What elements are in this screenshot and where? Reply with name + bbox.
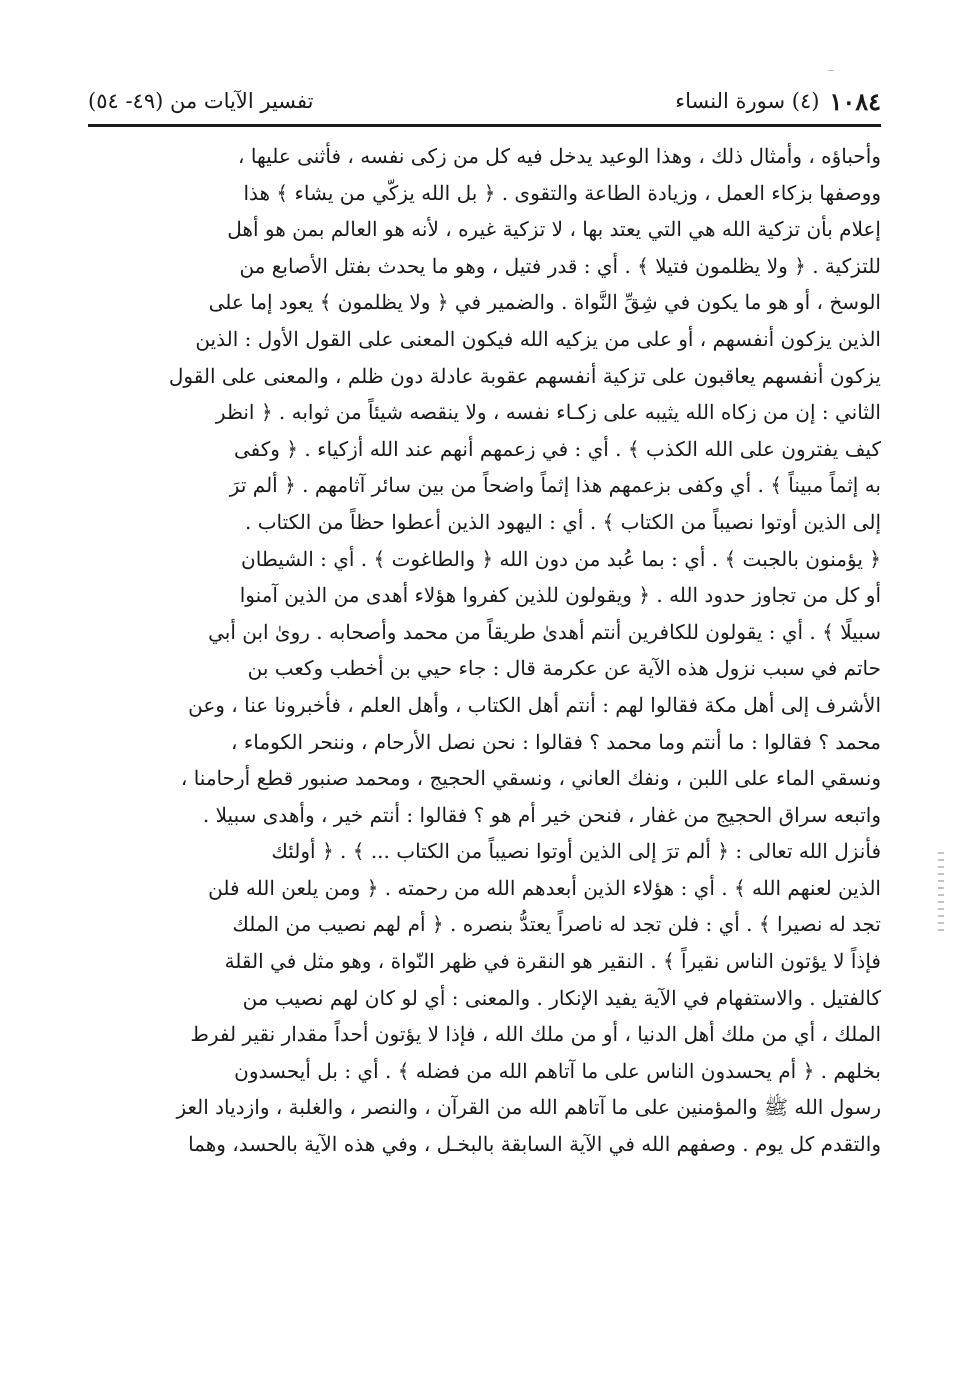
text-line: بخلهم . ﴿ أم يحسدون الناس على ما آتاهم الله من فضله ﴾ . أي : بل أيحسدون: [234, 1058, 881, 1083]
text-line: يزكون أنفسهم يعاقبون على تزكية أنفسهم عقوبة عادلة دون ظلم ، والمعنى على القول: [168, 363, 881, 388]
text-line: الذين يزكون أنفسهم ، أو على من يزكيه الله فيكون المعنى على القول الأول : الذين: [195, 326, 881, 351]
text-line: كالفتيل . والاستفهام في الآية يفيد الإنكار . والمعنى : أي لو كان لهم نصيب من: [242, 985, 881, 1010]
page-header: [88, 82, 881, 120]
page-number: ١٠٨٤: [829, 86, 881, 116]
text-line: ﴿ يؤمنون بالجبت ﴾ . أي : بما عُبد من دون الله ﴿ والطاغوت ﴾ . أي : الشيطان: [241, 546, 881, 571]
text-line: رسول الله ﷺ والمؤمنين على ما آتاهم الله من القرآن ، والنصر ، والغلبة ، وازدياد العز: [176, 1095, 881, 1120]
text-line: إعلام بأن تزكية الله هي التي يعتد بها ، لا تزكية غيره ، لأنه هو العالم بمن هو أهل: [227, 217, 881, 242]
text-line: كيف يفترون على الله الكذب ﴾ . أي : في زعمهم أنهم عند الله أزكياء . ﴿ وكفى: [233, 436, 881, 461]
text-line: للتزكية . ﴿ ولا يظلمون فتيلا ﴾ . أي : قدر فتيل ، وهو ما يحدث بفتل الأصابع من: [239, 253, 881, 278]
header-right: [675, 87, 881, 116]
text-line: الثاني : إن من زكاه الله يثيبه على زكـاء نفسه ، ولا ينقصه شيئاً من ثوابه . ﴿ انظر: [215, 400, 881, 425]
text-line: وأحباؤه ، وأمثال ذلك ، وهذا الوعيد يدخل فيه كل من زكى نفسه ، فأثنى عليها ،: [238, 144, 881, 168]
text-line: إلى الذين أوتوا نصيباً من الكتاب ﴾ . أي : اليهود الذين أعطوا حظاً من الكتاب .: [244, 509, 881, 534]
text-line: الوسخ ، أو هو ما يكون في شِقِّ النَّواة . والضمير في ﴿ ولا يظلمون ﴾ يعود إما على: [208, 290, 881, 315]
text-line: ونسقي الماء على اللبن ، ونفك العاني ، ونسقي الحجيج ، ومحمد صنبور قطع أرحامنا ،: [180, 766, 881, 791]
header-divider: [88, 124, 881, 127]
margin-scan-mark: [938, 852, 944, 932]
text-line: الأشرف إلى أهل مكة فقالوا لهم : أنتم أهل الكتاب ، وأهل العلم ، فأخبرونا عنا ، وعن: [188, 692, 881, 717]
text-line: الملك ، أي من ملك أهل الدنيا ، أو من ملك الله ، فإذا لا يؤتون أحداً مقدار نقير لفرط: [190, 1022, 881, 1047]
text-line: فإذاً لا يؤتون الناس نقيراً ﴾ . النقير هو النقرة في ظهر النّواة ، وهو مثل في القلة: [224, 949, 881, 974]
text-line: أو كل من تجاوز حدود الله . ﴿ ويقولون للذين كفروا هؤلاء أهدى من الذين آمنوا: [239, 583, 881, 608]
verses-range-title: تفسير الآيات من (٤٩- ٥٤): [88, 89, 314, 113]
text-line: والتقدم كل يوم . وصفهم الله في الآية السابقة بالبخـل ، وفي هذه الآية بالحسد، وهما: [188, 1132, 881, 1157]
text-line: محمد ؟ فقالوا : ما أنتم وما محمد ؟ فقالوا : نحن نصل الأرحام ، وننحر الكوماء ،: [231, 729, 881, 754]
text-line: فأنزل الله تعالى : ﴿ ألم ترَ إلى الذين أوتوا نصيباً من الكتاب ... ﴾ . ﴿ أولئك: [271, 839, 881, 864]
text-line: تجد له نصيرا ﴾ . أي : فلن تجد له ناصراً يعتدُّ بنصره . ﴿ أم لهم نصيب من الملك: [232, 912, 881, 937]
text-line: ووصفها بزكاء العمل ، وزيادة الطاعة والتقوى . ﴿ بل الله يزكّي من يشاء ﴾ هذا: [243, 180, 881, 205]
text-line: واتبعه سراق الحجيج من غفار ، فنحن خير أم هو ؟ فقالوا : أنتم خير ، وأهدى سبيلا .: [202, 802, 881, 827]
scan-speck: [828, 70, 834, 71]
text-line: به إثماً مبيناً ﴾ . أي وكفى بزعمهم هذا إثماً واضحاً من بين سائر آثامهم . ﴿ ألم ترَ: [229, 473, 881, 498]
text-line: حاتم في سبب نزول هذه الآية عن عكرمة قال : جاء حيي بن أخطب وكعب بن: [247, 656, 881, 681]
surah-title: (٤) سورة النساء: [675, 89, 820, 113]
text-line: الذين لعنهم الله ﴾ . أي : هؤلاء الذين أبعدهم الله من رحمته . ﴿ ومن يلعن الله فلن: [208, 875, 881, 900]
page-body: [88, 138, 881, 1163]
text-line: سبيلًا ﴾ . أي : يقولون للكافرين أنتم أهدىٰ طريقاً من محمد وأصحابه . روىٰ ابن أبي: [208, 619, 881, 644]
